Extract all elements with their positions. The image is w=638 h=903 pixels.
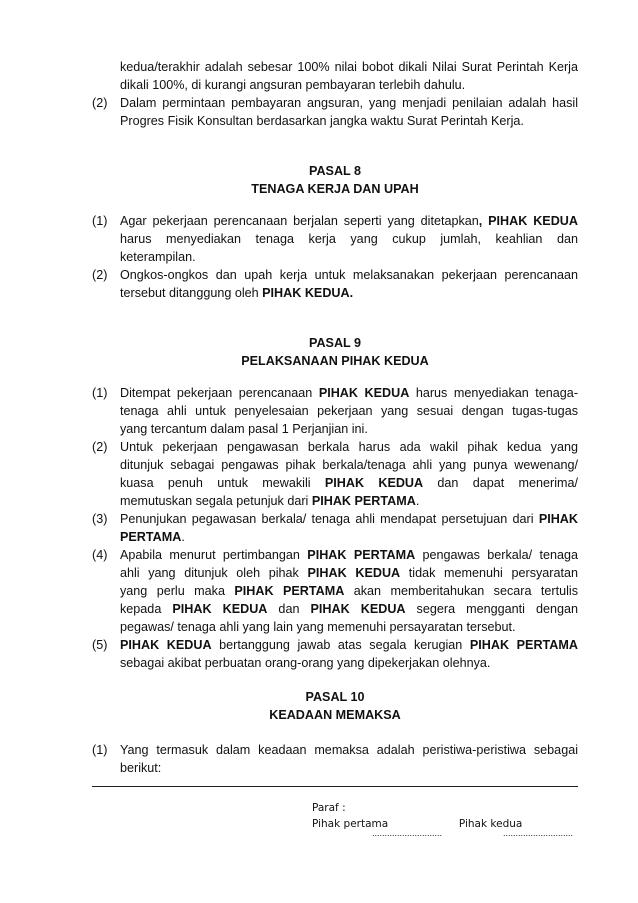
pasal-9-subtitle: PELAKSANAAN PIHAK KEDUA	[241, 354, 429, 368]
top-continuation	[120, 58, 578, 94]
pasal-10-subtitle: KEADAAN MEMAKSA	[269, 708, 401, 722]
pasal-9-title: PASAL 9	[308, 336, 362, 350]
text-line: kepada PIHAK KEDUA dan PIHAK KEDUA segera mengganti dengan	[120, 602, 578, 616]
item-number: (2)	[92, 268, 108, 282]
item-number: (2)	[92, 96, 108, 110]
footer-rule	[92, 786, 578, 787]
pasal-8-title: PASAL 8	[308, 164, 362, 178]
text-line: harus menyediakan tenaga kerja yang cukup jumlah, keahlian dan	[120, 232, 578, 246]
text-line: yang perlu maka PIHAK PERTAMA akan memberitahukan secara tertulis	[120, 584, 578, 598]
text-line: berikut:	[120, 761, 162, 775]
text-line: keterampilan.	[120, 250, 196, 264]
text-line: Dalam permintaan pembayaran angsuran, yang menjadi penilaian adalah hasil	[120, 96, 578, 110]
item-number: (5)	[92, 638, 108, 652]
paraf-label: Paraf :	[312, 802, 346, 814]
pihak-pertama-label: Pihak pertama	[312, 818, 389, 830]
text-line: PIHAK KEDUA bertanggung jawab atas segala kerugian PIHAK PERTAMA	[120, 638, 578, 652]
text-line: kuasa penuh untuk mewakili PIHAK KEDUA dan dapat menerima/	[120, 476, 578, 490]
text-line: Penunjukan pegawasan berkala/ tenaga ahli mendapat persetujuan dari PIHAK	[120, 512, 578, 526]
signature-line-kedua: ............................	[503, 828, 574, 838]
text-line: kedua/terakhir adalah sebesar 100% nilai bobot dikali Nilai Surat Perintah Kerja	[120, 60, 578, 74]
text-line: PERTAMA.	[120, 530, 185, 544]
text-line: ditunjuk sebagai pengawas pihak berkala/tenaga ahli yang punya wewenang/	[120, 458, 578, 472]
text-line: ahli yang ditunjuk oleh pihak PIHAK KEDUA tidak memenuhi persyaratan	[120, 566, 579, 580]
text-line: yang tercantum dalam pasal 1 Perjanjian ini.	[120, 422, 368, 436]
text-line: Agar pekerjaan perencanaan berjalan seperti yang ditetapkan, PIHAK KEDUA	[120, 214, 578, 228]
text-line: tersebut ditanggung oleh PIHAK KEDUA.	[120, 286, 354, 300]
text-line: tenaga ahli untuk penyelesaian pekerjaan yang sesuai dengan tugas-tugas	[120, 404, 578, 418]
pihak-kedua-label: Pihak kedua	[458, 818, 523, 830]
item-number: (1)	[92, 743, 108, 757]
text-line: Progres Fisik Konsultan berdasarkan jangka waktu Surat Perintah Kerja.	[120, 114, 524, 128]
pasal-8-subtitle: TENAGA KERJA DAN UPAH	[251, 182, 419, 196]
text-line: memutuskan segala petunjuk dari PIHAK PERTAMA.	[120, 494, 420, 508]
text-line: dikali 100%, di kurangi angsuran pembayaran terlebih dahulu.	[120, 78, 466, 92]
item-number: (3)	[92, 512, 108, 526]
text-line: Yang termasuk dalam keadaan memaksa adalah peristiwa-peristiwa sebagai	[120, 743, 578, 757]
item-number: (4)	[92, 548, 108, 562]
text-line: pegawas/ tenaga ahli yang lain yang memenuhi persayaratan tersebut.	[120, 620, 516, 634]
text-line: Untuk pekerjaan pengawasan berkala harus ada wakil pihak kedua yang	[120, 440, 578, 454]
pasal-10-title: PASAL 10	[305, 690, 365, 704]
item-number: (2)	[92, 440, 108, 454]
signature-line-pertama: ............................	[372, 828, 443, 838]
text-line: Apabila menurut pertimbangan PIHAK PERTAMA pengawas berkala/ tenaga	[120, 548, 578, 562]
item-number: (1)	[92, 214, 108, 228]
text-line: sebagai akibat perbuatan orang-orang yang dipekerjakan olehnya.	[120, 656, 491, 670]
text-line: Ditempat pekerjaan perencanaan PIHAK KEDUA harus menyediakan tenaga-	[120, 386, 579, 400]
item-number: (1)	[92, 386, 108, 400]
text-line: Ongkos-ongkos dan upah kerja untuk melaksanakan pekerjaan perencanaan	[120, 268, 578, 282]
